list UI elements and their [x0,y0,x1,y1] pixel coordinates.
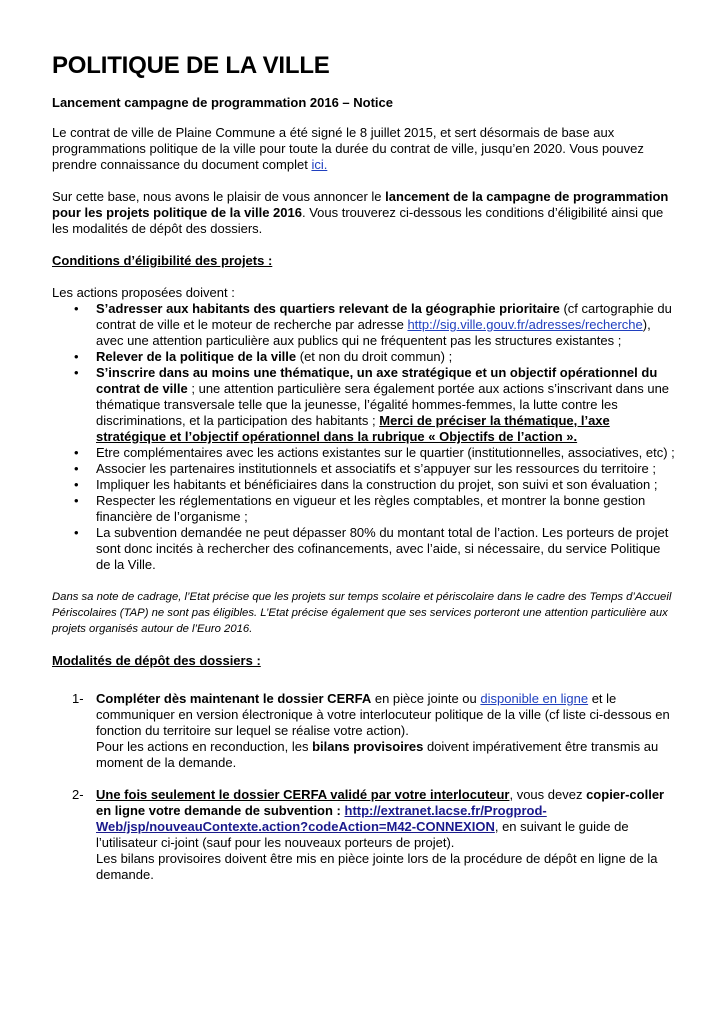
bullet-bold: S’adresser aux habitants des quartiers relevant de la géographie prioritaire [96,301,560,316]
bullet-text: ; une attention particulière sera également portée aux actions s’inscrivant dans une thématique transversale telle que la jeunesse, l’égalité hommes-femmes, la lutte contre les discriminations, et la participation des habitants ; [96,381,670,428]
bullet-icon: • [74,365,79,380]
bullet-bold-underlined: Merci de préciser la thématique, l’axe stratégique et l’objectif opérationnel dans la rubrique « Objectifs de l’action ». [96,413,610,444]
state-note: Dans sa note de cadrage, l’Etat précise que les projets sur temps scolaire et périscolaire dans le cadre des Temps d’Accueil Périscolaires (TAP) ne sont pas éligibles. L’Etat précise également que ses services porteront une attention particulière aux projets organisés autour de l’Euro 2016. [52,591,672,635]
step-paragraph [96,691,670,738]
bullet-bold: Relever de la politique de la ville [96,349,297,364]
bullet-text: ), avec une attention particulière aux publics qui ne fréquentent pas les structures existantes ; [96,317,651,348]
search-address-link[interactable]: http://sig.ville.gouv.fr/adresses/recherche [407,317,643,332]
step-text: , en suivant le guide de l’utilisateur ci-joint (sauf pour les nouveaux porteurs de projet). [96,819,629,850]
bullet-text: La subvention demandée ne peut dépasser 80% du montant total de l’action. Les porteurs de projet sont donc incités à rechercher des cofinancements, avec l’aide, si nécessaire, du service Politique de la Ville. [96,525,669,572]
document-link[interactable]: ici. [311,157,328,172]
document-subtitle: Lancement campagne de programmation 2016 – Notice [52,95,393,110]
bullet-icon: • [74,461,79,476]
step-number: 2- [72,787,84,802]
bullet-icon: • [74,493,79,508]
step-paragraph [96,739,658,770]
list-item [52,445,676,461]
list-item [52,493,676,525]
bullet-icon: • [74,477,79,492]
online-form-link[interactable]: disponible en ligne [480,691,589,706]
bullet-text: Respecter les réglementations en vigueur et les règles comptables, et montrer la bonne gestion financière de l’organisme ; [96,493,646,524]
step-text: et le communiquer en version électronique à votre interlocuteur politique de la ville (cf liste ci-dessous en fonction du territoire sur lequel se réalise votre action). [96,691,670,738]
campaign-text-bold: lancement de la campagne de programmation pour les projets politique de la ville 2016 [52,189,669,220]
list-item [52,787,676,883]
step-bold: bilans provisoires [312,739,424,754]
bullet-icon: • [74,301,79,316]
bullet-text: (cf cartographie du contrat de ville et le moteur de recherche par adresse [96,301,672,332]
bullet-icon: • [74,445,79,460]
step-text: en pièce jointe ou [371,691,481,706]
list-item [52,461,676,477]
campaign-text-after: . Vous trouverez ci-dessous les conditions d’éligibilité ainsi que les modalités de dépôt des dossiers. [52,205,664,236]
campaign-paragraph [52,189,676,237]
bullet-icon: • [74,525,79,540]
intro-paragraph [52,125,676,173]
bullet-text: Etre complémentaires avec les actions existantes sur le quartier (institutionnelles, associatives, etc) ; [96,445,675,460]
section-title-eligibility: Conditions d’éligibilité des projets : [52,253,273,268]
step-text: , vous devez [509,787,587,802]
list-item [52,477,676,493]
list-item [52,525,676,573]
page-title: POLITIQUE DE LA VILLE [52,52,330,79]
bullet-text: Associer les partenaires institutionnels et associatifs et s’appuyer sur les ressources du territoire ; [96,461,656,476]
bullets-intro: Les actions proposées doivent : [52,285,235,300]
step-number: 1- [72,691,84,706]
list-item [52,365,676,445]
section-title-submission: Modalités de dépôt des dossiers : [52,653,261,668]
bullet-bold: S’inscrire dans au moins une thématique, un axe stratégique et un objectif opérationnel du contrat de ville [96,365,658,396]
step-bold-underlined: Une fois seulement le dossier CERFA validé par votre interlocuteur [96,787,510,802]
step-text: doivent impérativement être transmis au moment de la demande. [96,739,659,770]
step-bold: copier-coller en ligne votre demande de subvention : [96,787,665,818]
list-item [52,691,676,771]
list-item [52,301,676,349]
step-paragraph [96,787,664,850]
document-page [52,51,676,883]
step-bold: Compléter dès maintenant le dossier CERFA [96,691,372,706]
bullet-icon: • [74,349,79,364]
campaign-text-before: Sur cette base, nous avons le plaisir de vous annoncer le [52,189,386,204]
list-item [52,349,676,365]
bullet-text: Impliquer les habitants et bénéficiaires dans la construction du projet, son suivi et son évaluation ; [96,477,658,492]
bullet-text: (et non du droit commun) ; [296,349,453,364]
step-text: Pour les actions en reconduction, les [96,739,313,754]
extranet-link[interactable]: http://extranet.lacse.fr/Progprod-Web/jsp/nouveauContexte.action?codeAction=M42-CONNEXION [96,803,547,834]
submission-steps [52,691,676,883]
intro-text: Le contrat de ville de Plaine Commune a été signé le 8 juillet 2015, et sert désormais de base aux programmations politique de la ville pour toute la durée du contrat de ville, jusqu’en 2020. Vous pouvez prendre connaissance du document complet [52,125,644,172]
eligibility-list [52,301,676,573]
step-text: Les bilans provisoires doivent être mis en pièce jointe lors de la procédure de dépôt en ligne de la demande. [96,851,658,882]
